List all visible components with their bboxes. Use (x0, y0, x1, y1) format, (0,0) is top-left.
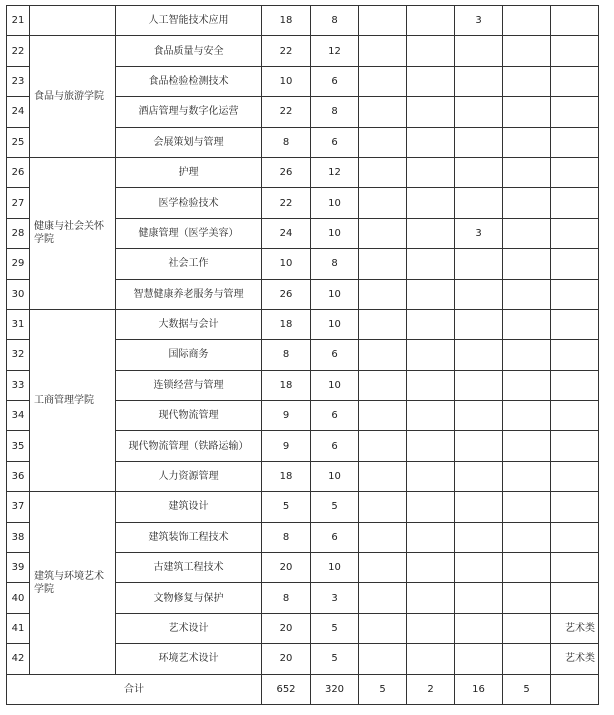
major-cell: 建筑设计 (116, 492, 262, 522)
value-cell (503, 6, 551, 36)
major-cell: 现代物流管理 (116, 401, 262, 431)
value-cell (455, 401, 503, 431)
value-cell: 20 (262, 553, 311, 583)
row-number-cell: 38 (7, 522, 30, 552)
major-cell: 大数据与会计 (116, 309, 262, 339)
note-cell (551, 370, 599, 400)
note-cell (551, 461, 599, 491)
note-cell (551, 66, 599, 96)
total-value-cell: 2 (407, 674, 455, 704)
value-cell: 9 (262, 431, 311, 461)
college-cell (30, 6, 116, 36)
value-cell (407, 340, 455, 370)
major-cell: 文物修复与保护 (116, 583, 262, 613)
value-cell (503, 97, 551, 127)
value-cell (359, 66, 407, 96)
value-cell: 5 (311, 644, 359, 674)
value-cell: 10 (311, 309, 359, 339)
total-value-cell: 320 (311, 674, 359, 704)
note-cell (551, 188, 599, 218)
row-number-cell: 21 (7, 6, 30, 36)
table-row (7, 492, 599, 522)
table-body (7, 6, 599, 705)
major-cell: 环境艺术设计 (116, 644, 262, 674)
value-cell (455, 36, 503, 66)
row-number-cell: 37 (7, 492, 30, 522)
value-cell (407, 431, 455, 461)
value-cell: 6 (311, 127, 359, 157)
row-number-cell: 30 (7, 279, 30, 309)
value-cell (503, 401, 551, 431)
value-cell: 10 (262, 66, 311, 96)
value-cell (503, 279, 551, 309)
major-cell: 国际商务 (116, 340, 262, 370)
value-cell (407, 309, 455, 339)
value-cell (359, 249, 407, 279)
value-cell: 8 (311, 249, 359, 279)
value-cell (455, 66, 503, 96)
value-cell: 18 (262, 309, 311, 339)
table-row (7, 157, 599, 187)
value-cell: 12 (311, 157, 359, 187)
value-cell (455, 249, 503, 279)
value-cell (503, 431, 551, 461)
value-cell: 5 (311, 492, 359, 522)
value-cell (503, 188, 551, 218)
value-cell: 10 (311, 553, 359, 583)
value-cell (455, 309, 503, 339)
value-cell (455, 583, 503, 613)
value-cell (407, 522, 455, 552)
total-label: 合计 (7, 674, 262, 704)
value-cell (455, 613, 503, 643)
college-cell: 食品与旅游学院 (30, 36, 116, 158)
value-cell (407, 583, 455, 613)
value-cell (407, 6, 455, 36)
value-cell (455, 370, 503, 400)
value-cell (359, 431, 407, 461)
value-cell: 10 (311, 218, 359, 248)
table-row (7, 309, 599, 339)
note-cell (551, 553, 599, 583)
note-cell (551, 6, 599, 36)
value-cell: 10 (311, 461, 359, 491)
value-cell (503, 157, 551, 187)
value-cell (359, 522, 407, 552)
value-cell (455, 431, 503, 461)
value-cell (359, 36, 407, 66)
value-cell (407, 279, 455, 309)
value-cell (359, 6, 407, 36)
note-cell (551, 127, 599, 157)
value-cell (503, 249, 551, 279)
value-cell: 10 (262, 249, 311, 279)
value-cell: 6 (311, 340, 359, 370)
total-value-cell: 5 (359, 674, 407, 704)
value-cell (359, 279, 407, 309)
value-cell: 22 (262, 188, 311, 218)
value-cell: 9 (262, 401, 311, 431)
row-number-cell: 33 (7, 370, 30, 400)
value-cell (503, 66, 551, 96)
value-cell (359, 492, 407, 522)
table-row (7, 6, 599, 36)
major-cell: 护理 (116, 157, 262, 187)
row-number-cell: 41 (7, 613, 30, 643)
value-cell (503, 461, 551, 491)
value-cell: 22 (262, 36, 311, 66)
major-cell: 人工智能技术应用 (116, 6, 262, 36)
value-cell (503, 218, 551, 248)
value-cell: 8 (262, 127, 311, 157)
row-number-cell: 28 (7, 218, 30, 248)
total-row (7, 674, 599, 704)
value-cell: 6 (311, 431, 359, 461)
value-cell (455, 644, 503, 674)
value-cell (503, 492, 551, 522)
value-cell (359, 218, 407, 248)
major-cell: 食品检验检测技术 (116, 66, 262, 96)
value-cell: 8 (311, 97, 359, 127)
value-cell (455, 492, 503, 522)
value-cell (359, 461, 407, 491)
value-cell (359, 340, 407, 370)
major-cell: 艺术设计 (116, 613, 262, 643)
value-cell (455, 97, 503, 127)
value-cell (407, 188, 455, 218)
value-cell (503, 522, 551, 552)
major-cell: 古建筑工程技术 (116, 553, 262, 583)
value-cell: 8 (262, 583, 311, 613)
value-cell (503, 644, 551, 674)
total-value-cell: 16 (455, 674, 503, 704)
value-cell (359, 613, 407, 643)
row-number-cell: 27 (7, 188, 30, 218)
row-number-cell: 42 (7, 644, 30, 674)
row-number-cell: 24 (7, 97, 30, 127)
value-cell: 10 (311, 188, 359, 218)
row-number-cell: 26 (7, 157, 30, 187)
row-number-cell: 39 (7, 553, 30, 583)
major-cell: 酒店管理与数字化运营 (116, 97, 262, 127)
value-cell (455, 279, 503, 309)
note-cell: 艺术类 (551, 644, 599, 674)
value-cell: 3 (455, 218, 503, 248)
note-cell (551, 431, 599, 461)
value-cell (407, 644, 455, 674)
value-cell: 8 (262, 522, 311, 552)
value-cell (455, 127, 503, 157)
value-cell: 26 (262, 157, 311, 187)
table-row (7, 36, 599, 66)
note-cell (551, 583, 599, 613)
value-cell (503, 583, 551, 613)
value-cell (359, 583, 407, 613)
value-cell: 6 (311, 66, 359, 96)
note-cell (551, 36, 599, 66)
value-cell: 5 (311, 613, 359, 643)
value-cell (407, 553, 455, 583)
value-cell (503, 309, 551, 339)
value-cell: 10 (311, 279, 359, 309)
value-cell (359, 370, 407, 400)
value-cell (407, 461, 455, 491)
value-cell: 6 (311, 522, 359, 552)
row-number-cell: 36 (7, 461, 30, 491)
major-cell: 现代物流管理（铁路运输） (116, 431, 262, 461)
value-cell (407, 249, 455, 279)
value-cell (359, 97, 407, 127)
row-number-cell: 25 (7, 127, 30, 157)
value-cell (503, 340, 551, 370)
major-cell: 智慧健康养老服务与管理 (116, 279, 262, 309)
total-value-cell: 5 (503, 674, 551, 704)
major-cell: 连锁经营与管理 (116, 370, 262, 400)
value-cell (455, 553, 503, 583)
value-cell (407, 613, 455, 643)
value-cell: 18 (262, 461, 311, 491)
value-cell: 6 (311, 401, 359, 431)
value-cell (455, 340, 503, 370)
value-cell (407, 401, 455, 431)
value-cell (359, 188, 407, 218)
value-cell (407, 97, 455, 127)
value-cell (359, 553, 407, 583)
note-cell (551, 279, 599, 309)
major-cell: 会展策划与管理 (116, 127, 262, 157)
value-cell (359, 401, 407, 431)
value-cell (455, 157, 503, 187)
value-cell: 3 (455, 6, 503, 36)
value-cell (407, 218, 455, 248)
value-cell: 20 (262, 613, 311, 643)
row-number-cell: 40 (7, 583, 30, 613)
value-cell: 22 (262, 97, 311, 127)
value-cell (359, 309, 407, 339)
value-cell (407, 36, 455, 66)
major-cell: 建筑装饰工程技术 (116, 522, 262, 552)
major-cell: 社会工作 (116, 249, 262, 279)
row-number-cell: 23 (7, 66, 30, 96)
value-cell (503, 553, 551, 583)
value-cell (359, 127, 407, 157)
enrollment-table (6, 5, 599, 705)
note-cell: 艺术类 (551, 613, 599, 643)
value-cell (407, 157, 455, 187)
college-cell: 建筑与环境艺术学院 (30, 492, 116, 674)
value-cell: 26 (262, 279, 311, 309)
value-cell: 8 (262, 340, 311, 370)
note-cell (551, 249, 599, 279)
college-cell: 工商管理学院 (30, 309, 116, 491)
value-cell: 8 (311, 6, 359, 36)
total-value-cell (551, 674, 599, 704)
major-cell: 医学检验技术 (116, 188, 262, 218)
total-value-cell: 652 (262, 674, 311, 704)
value-cell: 5 (262, 492, 311, 522)
value-cell (407, 492, 455, 522)
value-cell (455, 188, 503, 218)
value-cell: 18 (262, 6, 311, 36)
major-cell: 食品质量与安全 (116, 36, 262, 66)
college-cell: 健康与社会关怀学院 (30, 157, 116, 309)
value-cell (503, 613, 551, 643)
note-cell (551, 97, 599, 127)
note-cell (551, 522, 599, 552)
value-cell (407, 370, 455, 400)
note-cell (551, 401, 599, 431)
value-cell (359, 157, 407, 187)
row-number-cell: 34 (7, 401, 30, 431)
value-cell (455, 461, 503, 491)
note-cell (551, 340, 599, 370)
value-cell (503, 36, 551, 66)
note-cell (551, 309, 599, 339)
major-cell: 健康管理（医学美容） (116, 218, 262, 248)
value-cell (503, 127, 551, 157)
value-cell (359, 644, 407, 674)
row-number-cell: 29 (7, 249, 30, 279)
value-cell (407, 66, 455, 96)
row-number-cell: 31 (7, 309, 30, 339)
value-cell: 3 (311, 583, 359, 613)
row-number-cell: 35 (7, 431, 30, 461)
note-cell (551, 157, 599, 187)
major-cell: 人力资源管理 (116, 461, 262, 491)
row-number-cell: 22 (7, 36, 30, 66)
value-cell: 12 (311, 36, 359, 66)
note-cell (551, 492, 599, 522)
value-cell: 18 (262, 370, 311, 400)
value-cell (407, 127, 455, 157)
value-cell: 20 (262, 644, 311, 674)
value-cell (455, 522, 503, 552)
value-cell (503, 370, 551, 400)
row-number-cell: 32 (7, 340, 30, 370)
value-cell: 24 (262, 218, 311, 248)
value-cell: 10 (311, 370, 359, 400)
note-cell (551, 218, 599, 248)
